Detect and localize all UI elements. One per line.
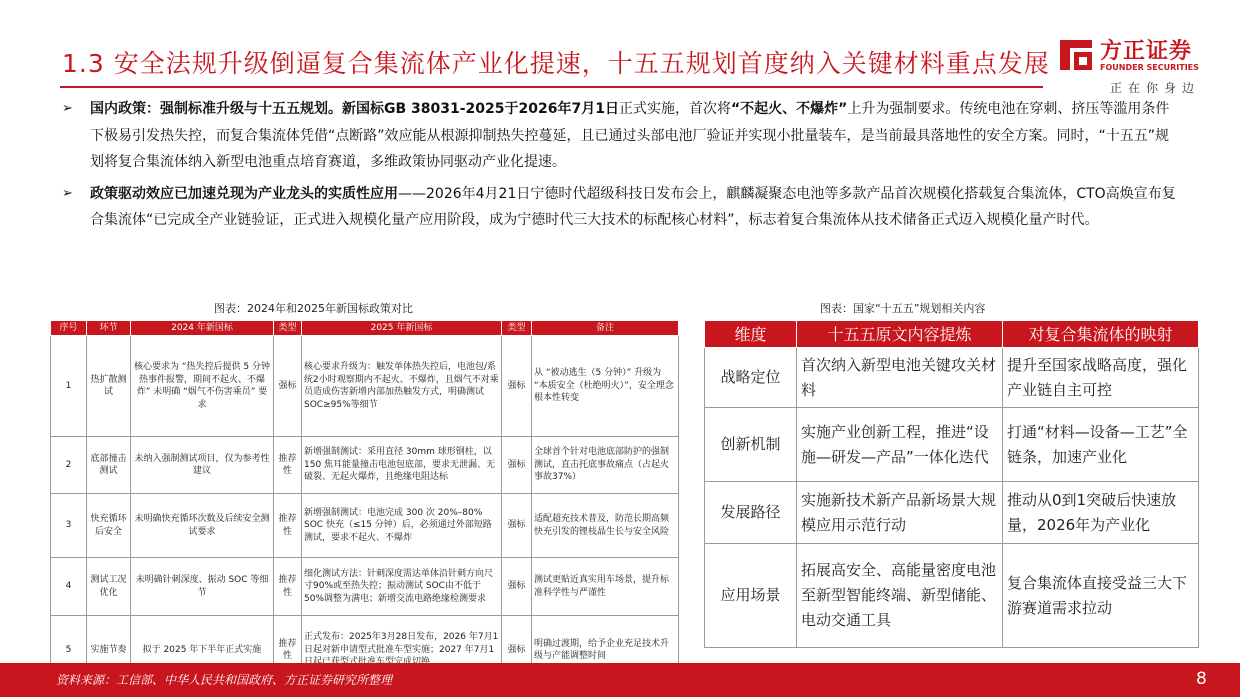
table-cell: 底部撞击测试 bbox=[87, 437, 131, 494]
founder-logo-icon bbox=[1056, 34, 1096, 74]
footer-bar bbox=[0, 663, 1240, 697]
table-cell: 全球首个针对电池底部防护的强制测试，直击托底事故痛点（占起火事故37%） bbox=[532, 437, 679, 494]
table-row bbox=[705, 544, 1199, 648]
table-cell: 实施节奏 bbox=[87, 616, 131, 685]
logo-english-name: FOUNDER SECURITIES bbox=[1100, 63, 1199, 72]
table-cell: 发展路径 bbox=[705, 482, 797, 544]
table-cell: 强标 bbox=[502, 558, 532, 616]
table-cell: 5 bbox=[51, 616, 87, 685]
table-cell: 推荐性 bbox=[274, 437, 302, 494]
table-row bbox=[705, 482, 1199, 544]
standards-comparison-table bbox=[50, 320, 679, 685]
table-cell: 战略定位 bbox=[705, 348, 797, 408]
col-header: 十五五原文内容提炼 bbox=[797, 321, 1003, 348]
table-cell: 核心要求为 “热失控后提供 5 分钟热事件报警，期间不起火、不爆炸” 未明确 “烟气不伤害乘员” 要求 bbox=[131, 336, 274, 437]
logo-slogan: 正在你身边 bbox=[1110, 81, 1201, 95]
bullet-text: ——2026年4月21日宁德时代超级科技日发布会上，麒麟凝聚态电池等多款产品首次规模化搭载复合集流体，CTO高焕宣布复合集流体“已完成全产业链验证，正式进入规模化量产应用阶段，成为宁德时代三大技术的标配核心材料”，标志着复合集流体从技术储备正式迈入规模化量产时代。 bbox=[90, 185, 1176, 228]
table-cell: 推荐性 bbox=[274, 616, 302, 685]
col-header: 序号 bbox=[51, 321, 87, 336]
table-cell: 推荐性 bbox=[274, 558, 302, 616]
bullet-text: 正式实施，首次将 bbox=[618, 101, 731, 117]
arrow-right-icon: ➢ bbox=[62, 185, 73, 201]
table-cell: 新增强制测试：电池完成 300 次 20%–80% SOC 快充（≤15 分钟）后，必须通过外部短路测试，要求不起火、不爆炸 bbox=[302, 494, 502, 558]
table-cell: 未明确快充循环次数及后续安全测试要求 bbox=[131, 494, 274, 558]
bullet-lead: 国内政策：强制标准升级与十五五规划。新国标GB 38031-2025于2026年7月1日 bbox=[90, 101, 619, 117]
table-cell: 强标 bbox=[502, 494, 532, 558]
bullet-text-continued: 上升为强制要求。传统电池在穿刺、挤压等滥用条件下极易引发热失控，而复合集流体凭借“点断路”效应能从根源抑制热失控蔓延，且已通过头部电池厂验证并实现小批量装车，是当前最具落地性的安全方案。同时，“十五五”规划将复合集流体纳入新型电池重点培育赛道，多维政策协同驱动产业化提速。 bbox=[90, 101, 1170, 170]
table2-caption: 图表：国家“十五五”规划相关内容 bbox=[820, 302, 986, 315]
table-cell: 强标 bbox=[274, 336, 302, 437]
table-cell: 强标 bbox=[502, 437, 532, 494]
table-cell: 新增强制测试：采用直径 30mm 球形钢柱，以 150 焦耳能量撞击电池包底部，要求无泄漏、无破裂、无起火爆炸，且绝缘电阻达标 bbox=[302, 437, 502, 494]
company-logo bbox=[1056, 34, 1216, 96]
col-header: 类型 bbox=[502, 321, 532, 336]
table-cell: 推动从0到1突破后快速放量，2026年为产业化 bbox=[1003, 482, 1199, 544]
table-cell: 打通“材料—设备—工艺”全链条，加速产业化 bbox=[1003, 408, 1199, 482]
table-row bbox=[705, 348, 1199, 408]
table-row bbox=[51, 494, 679, 558]
logo-chinese-name: 方正证券 bbox=[1100, 39, 1193, 64]
table-cell: 首次纳入新型电池关键攻关材料 bbox=[797, 348, 1003, 408]
table-cell: 提升至国家战略高度，强化产业链自主可控 bbox=[1003, 348, 1199, 408]
table-cell: 拟于 2025 年下半年正式实施 bbox=[131, 616, 274, 685]
table-cell: 强标 bbox=[502, 336, 532, 437]
bullet-domestic-policy bbox=[62, 96, 1182, 176]
col-header: 2025 年新国标 bbox=[302, 321, 502, 336]
table-cell: 实施新技术新产品新场景大规模应用示范行动 bbox=[797, 482, 1003, 544]
title-divider bbox=[60, 86, 1043, 88]
page-title: 1.3 安全法规升级倒逼复合集流体产业化提速，十五五规划首度纳入关键材料重点发展 bbox=[62, 49, 1050, 78]
table-cell: 测试更贴近真实用车场景，提升标准科学性与严谨性 bbox=[532, 558, 679, 616]
table-row bbox=[51, 558, 679, 616]
table-cell: 1 bbox=[51, 336, 87, 437]
bullet-lead: 政策驱动效应已加速兑现为产业龙头的实质性应用 bbox=[90, 185, 398, 202]
table-cell: 4 bbox=[51, 558, 87, 616]
col-header: 2024 年新国标 bbox=[131, 321, 274, 336]
table-row bbox=[705, 408, 1199, 482]
col-header: 环节 bbox=[87, 321, 131, 336]
table-cell: 实施产业创新工程，推进“设施—研发—产品”一体化迭代 bbox=[797, 408, 1003, 482]
table-cell: 从 “被动逃生（5 分钟）” 升级为 “本质安全（杜绝明火）”，安全理念根本性转变 bbox=[532, 336, 679, 437]
table-cell: 2 bbox=[51, 437, 87, 494]
table-cell: 创新机制 bbox=[705, 408, 797, 482]
col-header: 对复合集流体的映射 bbox=[1003, 321, 1199, 348]
table-cell: 未纳入强制测试项目，仅为参考性建议 bbox=[131, 437, 274, 494]
source-note: 资料来源：工信部、中华人民共和国政府、方正证券研究所整理 bbox=[56, 673, 393, 687]
table-row bbox=[51, 336, 679, 437]
bullet-list bbox=[62, 96, 1182, 239]
table-cell: 明确过渡期，给予企业充足技术升级与产能调整时间 bbox=[532, 616, 679, 685]
table-cell: 快充循环后安全 bbox=[87, 494, 131, 558]
table-cell: 未明确针刺深度、振动 SOC 等细节 bbox=[131, 558, 274, 616]
table-cell: 应用场景 bbox=[705, 544, 797, 648]
table-header-row bbox=[705, 321, 1199, 348]
table-cell: 拓展高安全、高能量密度电池至新型智能终端、新型储能、电动交通工具 bbox=[797, 544, 1003, 648]
table-cell: 正式发布：2025年3月28日发布，2026 年7月1日起对新申请型式批准车型实施；2027 年7月1 bbox=[302, 616, 502, 685]
col-header: 类型 bbox=[274, 321, 302, 336]
table-cell: 细化测试方法：针刺深度需达单体沿针刺方向尺寸90%或至热失控；振动测试 SOC由不低于50%调整为满电；新增交流电路绝缘检测要求 bbox=[302, 558, 502, 616]
five-year-plan-table bbox=[704, 320, 1199, 648]
table-cell: 核心要求升级为：触发单体热失控后，电池包/系统2小时观察期内不起火、不爆炸，且烟气不对乘员造成伤害新增内部加热触发方式，明确测试SOC≥95%等细节 bbox=[302, 336, 502, 437]
table-cell: 适配超充技术普及，防范长期高频快充引发的锂枝晶生长与安全风险 bbox=[532, 494, 679, 558]
table-cell: 强标 bbox=[502, 616, 532, 685]
table-header-row bbox=[51, 321, 679, 336]
table-cell: 3 bbox=[51, 494, 87, 558]
table1-caption: 图表：2024年和2025年新国标政策对比 bbox=[214, 302, 413, 315]
page-number: 8 bbox=[1196, 669, 1207, 689]
table-cell: 热扩散测试 bbox=[87, 336, 131, 437]
table-cell: 复合集流体直接受益三大下游赛道需求拉动 bbox=[1003, 544, 1199, 648]
bullet-industry-application bbox=[62, 181, 1182, 234]
table-row bbox=[51, 437, 679, 494]
table-cell: 推荐性 bbox=[274, 494, 302, 558]
arrow-right-icon: ➢ bbox=[62, 101, 73, 116]
bullet-highlight: “不起火、不爆炸” bbox=[730, 101, 848, 117]
col-header: 备注 bbox=[532, 321, 679, 336]
table-cell: 测试工况优化 bbox=[87, 558, 131, 616]
col-header: 维度 bbox=[705, 321, 797, 348]
